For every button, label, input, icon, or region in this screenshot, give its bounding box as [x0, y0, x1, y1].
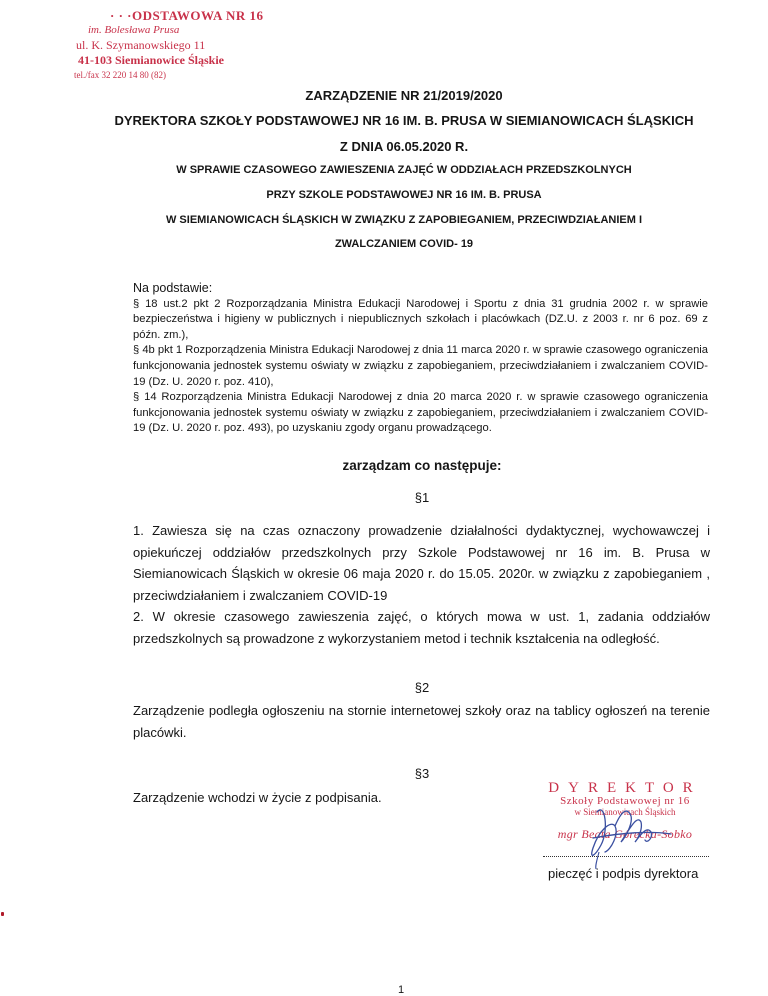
section-mark: §2: [414, 680, 430, 695]
director-stamp-name: mgr Beata Górecka-Sobko: [557, 827, 693, 841]
legal-basis-item: § 4b pkt 1 Rozporządzenia Ministra Edukacji Narodowej z dnia 11 marca 2020 r. w sprawie czasowego ograniczenia funkcjonowania jednostek systemu oświaty w związku z zapobieganiem, przeciwdziałaniem i zwalczaniem COVID-19 (Dz. U. 2020 r. poz. 410),: [133, 344, 709, 388]
decree-intro: zarządzam co następuje:: [342, 458, 502, 473]
legal-basis-item: § 14 Rozporządzenia Ministra Edukacji Narodowej z dnia 20 marca 2020 r. w sprawie czasowego ograniczenia funkcjonowania jednostek systemu oświaty w związku z zapobieganiem, przeciwdziałaniem i zwalczaniem COVID-19 (Dz. U. 2020 r. poz. 493), po uzyskaniu zgody organu prowadzącego.: [133, 391, 708, 435]
section-paragraph: 1. Zawiesza się na czas oznaczony prowadzenie działalności dydaktycznej, wychowawczej i opiekuńczej oddziałów przedszkolnych przy Szkole Podstawowej nr 16 im. B. Prusa w Siemianowicach Śląskich w okresie 06 maja 2020 r. do 15.05. 2020r. w związku z zapobieganiem , przeciwdziałaniem i zwalczaniem COVID-19: [133, 523, 710, 603]
director-stamp-line: w Siemianowicach Śląskich: [574, 807, 676, 817]
scan-mark: [1, 912, 4, 916]
school-stamp-line: im. Bolesława Prusa: [88, 24, 180, 36]
director-stamp-title: DYREKTOR: [548, 780, 702, 796]
section-body: [133, 520, 710, 649]
section-paragraph: Zarządzenie podległa ogłoszeniu na stornie internetowej szkoły oraz na tablicy ogłoszeń na terenie placówki.: [133, 703, 710, 740]
section-mark: §1: [414, 490, 430, 505]
director-stamp-line: Szkoły Podstawowej nr 16: [560, 795, 690, 807]
legal-basis: [133, 281, 708, 437]
document-subject-line: W SPRAWIE CZASOWEGO ZAWIESZENIA ZAJĘĆ W ODDZIAŁACH PRZEDSZKOLNYCH: [176, 164, 632, 176]
document-subject-line: ZWALCZANIEM COVID- 19: [334, 238, 474, 250]
signature-line: [543, 856, 709, 857]
section-paragraph: Zarządzenie wchodzi w życie z podpisania.: [133, 790, 382, 805]
school-stamp-line: tel./fax 32 220 14 80 (82): [74, 70, 166, 80]
document-date: Z DNIA 06.05.2020 R.: [339, 139, 469, 154]
section-body: [133, 700, 710, 743]
document-title: ZARZĄDZENIE NR 21/2019/2020: [305, 88, 503, 103]
document-issuer: DYREKTORA SZKOŁY PODSTAWOWEJ NR 16 IM. B. PRUSA W SIEMIANOWICACH ŚLĄSKICH: [114, 113, 694, 128]
section-mark: §3: [414, 766, 430, 781]
signature-label: pieczęć i podpis dyrektora: [548, 866, 699, 881]
school-stamp-line: ul. K. Szymanowskiego 11: [76, 38, 206, 52]
school-stamp-line: · · ·ODSTAWOWA NR 16: [110, 8, 264, 23]
document-subject-line: PRZY SZKOLE PODSTAWOWEJ NR 16 IM. B. PRUSA: [266, 189, 542, 201]
school-stamp-line: 41-103 Siemianowice Śląskie: [78, 53, 224, 67]
section-paragraph: 2. W okresie czasowego zawieszenia zajęć, o których mowa w ust. 1, zadania oddziałów przedszkolnych są prowadzone z wykorzystaniem metod i technik kształcenia na odległość.: [133, 609, 710, 646]
handwritten-signature: [575, 790, 685, 870]
school-stamp: [70, 8, 270, 83]
page-number: 1: [398, 984, 405, 996]
document-subject-line: W SIEMIANOWICACH ŚLĄSKICH W ZWIĄZKU Z ZAPOBIEGANIEM, PRZECIWDZIAŁANIEM I: [165, 214, 643, 226]
legal-basis-item: § 18 ust.2 pkt 2 Rozporządzania Ministra Edukacji Narodowej i Sportu z dnia 31 grudnia 2002 r. w sprawie bezpieczeństwa i higieny w publicznych i niepublicznych szkołach i placówkach (DZ.U. z 2003 r. nr 6 poz. 69 z późn. zm.),: [133, 297, 708, 341]
legal-basis-intro: Na podstawie:: [133, 281, 213, 295]
